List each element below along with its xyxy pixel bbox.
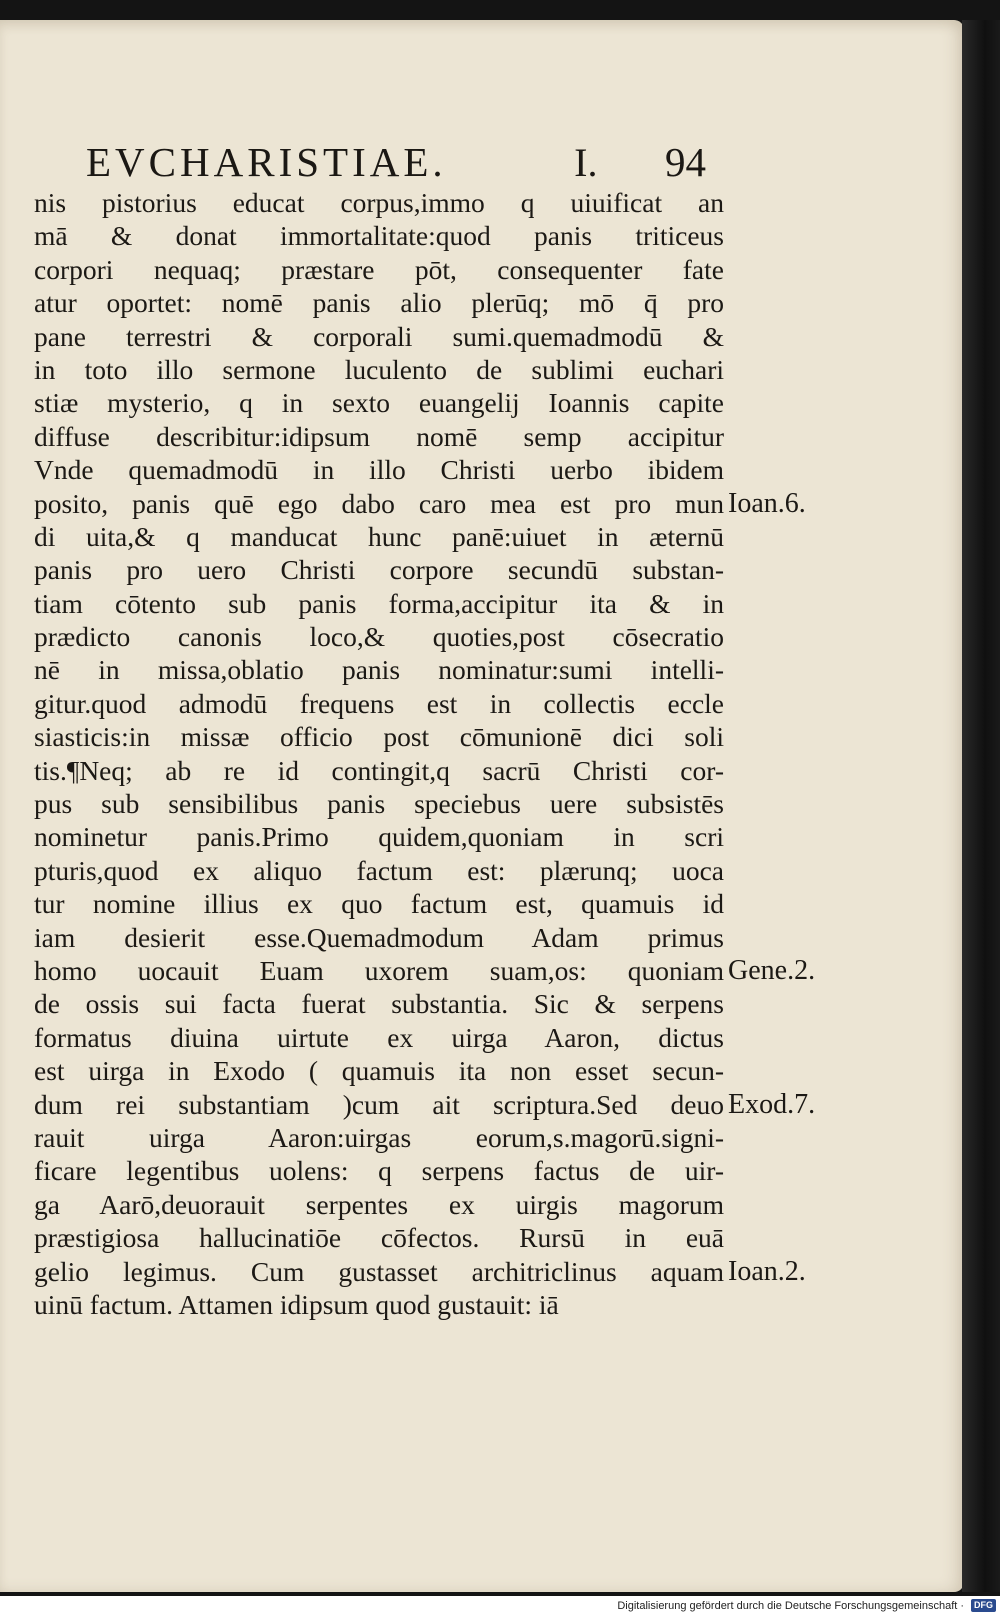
text-line: dum rei substantiam )cum ait scriptura.Sed deuo — [34, 1088, 724, 1120]
marginal-reference: Gene.2. — [728, 955, 816, 987]
text-line: gelio legimus. Cum gustasset architriclinus aquam — [34, 1255, 724, 1287]
text-line: ficare legentibus uolens: q serpens factus de uir- — [34, 1155, 724, 1187]
text-line: tur nomine illius ex quo factum est, quamuis id — [34, 888, 724, 920]
text-line: uinū factum. Attamen idipsum quod gustauit: iā — [34, 1288, 559, 1320]
dfg-logo-icon: DFG — [971, 1599, 996, 1612]
text-line: stiæ mysterio, q in sexto euangelij Ioannis capite — [34, 387, 724, 419]
digitization-footer — [0, 1596, 1000, 1615]
text-line: pturis,quod ex aliquo factum est: plærunq; uoca — [34, 854, 724, 886]
running-title: EVCHARISTIAE. — [86, 139, 447, 185]
funding-notice: Digitalisierung gefördert durch die Deutsche Forschungsgemeinschaft — [617, 1599, 958, 1612]
text-line: nominetur panis.Primo quidem,quoniam in scri — [34, 821, 724, 853]
text-line: posito, panis quē ego dabo caro mea est pro mun — [34, 487, 724, 519]
text-line: præstigiosa hallucinatiōe cōfectos. Rursū in euā — [34, 1222, 724, 1254]
text-line: mā & donat immortalitate:quod panis triticeus — [34, 220, 724, 252]
page-number: 94 — [664, 139, 706, 185]
text-line: pane terrestri & corporali sumi.quemadmodū & — [34, 320, 724, 352]
text-line: prædicto canonis loco,& quoties,post cōsecratio — [34, 621, 724, 653]
marginal-reference: Ioan.6. — [728, 487, 806, 519]
text-line: tiam cōtento sub panis forma,accipitur ita & in — [34, 587, 724, 619]
body-text — [34, 186, 724, 1321]
text-line: tis.¶Neq; ab re id contingit,q sacrū Christi cor- — [34, 754, 724, 786]
text-line: iam desierit esse.Quemadmodum Adam primus — [34, 921, 724, 953]
text-line: de ossis sui facta fuerat substantia. Sic & serpens — [34, 988, 724, 1020]
text-line: in toto illo sermone luculento de sublimi euchari — [34, 353, 724, 385]
text-line: nē in missa,oblatio panis nominatur:sumi intelli- — [34, 654, 724, 686]
text-line: pus sub sensibilibus panis speciebus uere subsistēs — [34, 788, 724, 820]
book-spine — [962, 20, 1000, 1592]
text-line: atur oportet: nomē panis alio plerūq; mō q̄ pro — [34, 287, 724, 319]
text-line: nis pistorius educat corpus,immo q uiuificat an — [34, 187, 724, 218]
text-line: gitur.quod admodū frequens est in collectis eccle — [34, 687, 724, 719]
marginal-reference: Ioan.2. — [728, 1255, 806, 1287]
marginal-reference: Exod.7. — [728, 1088, 816, 1120]
text-line: est uirga in Exodo ( quamuis ita non esset secun- — [34, 1055, 724, 1087]
text-line: siasticis:in missæ officio post cōmunionē dici soli — [34, 721, 724, 753]
footer-separator: · — [960, 1599, 964, 1612]
text-line: corpori nequaq; præstare pōt, consequenter fate — [34, 253, 724, 285]
text-line: di uita,& q manducat hunc panē:uiuet in æternū — [34, 520, 724, 552]
signature-mark: I. — [574, 140, 598, 185]
text-line: homo uocauit Euam uxorem suam,os: quoniam — [34, 954, 724, 986]
text-line: ga Aarō,deuorauit serpentes ex uirgis magorum — [34, 1188, 724, 1220]
text-line: formatus diuina uirtute ex uirga Aaron, dictus — [34, 1021, 724, 1053]
text-line: rauit uirga Aaron:uirgas eorum,s.magorū.signi- — [34, 1121, 724, 1153]
text-line: panis pro uero Christi corpore secundū substan- — [34, 554, 724, 586]
running-header — [86, 136, 706, 186]
text-line: diffuse describitur:idipsum nomē semp accipitur — [34, 420, 724, 452]
text-line: Vnde quemadmodū in illo Christi uerbo ibidem — [34, 454, 724, 486]
